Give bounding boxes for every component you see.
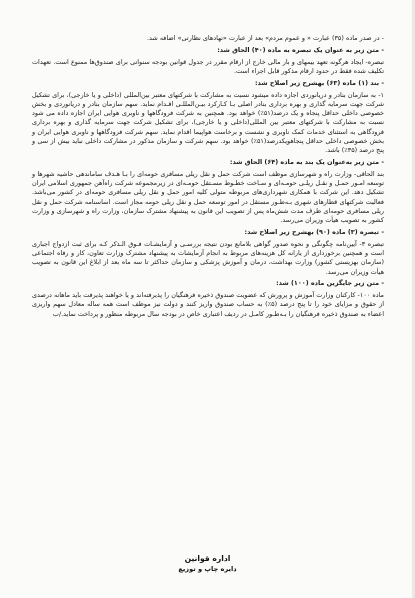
document-footer <box>0 553 415 574</box>
section-heading: - تبصره (۳) ماده (۹۰) بهشرح زیر اصلاح شد: <box>244 227 384 236</box>
section-heading: - متن زیر جایگزین ماده (۱۰۰) شد: <box>276 279 384 288</box>
paragraph: - در صدر ماده (۳۵) عبارت « و عموم مردم» بعد از عبارت «نهادهای نظارتی» اضافه شد. <box>146 34 384 42</box>
paragraph: بند الحاقی- وزارت راه و شهرسازی موظف است شرکت حمل و نقل ریلی مسافری حومه‌ای را بـا هـدف ساماندهی حاشیه شهرها و توسعه امـور حمـل و نقـل ریلـی حومـه‌ای و سـاخت خطـوط مسـتقل حومـه‌ای در زیرمجموعه شرکت راه‌آهن جمهوری اسلامی ایران تشکیل دهد. این شرکت با همکاری شهرداری‌های مربوطه متولی کلیه امور حمل و نقل ریلی مسافری حومه‌ای در کشور می‌باشد. فعالیت شرکتهای قطارهای شهری بـه‌طـور مستقل در امور توسعه حمل و نقل ریلی حومه مجاز است. اساسنامه شرکت حمل و نقل ریلی مسافری حومه‌ای ظرف مدت شش‌ماه پس از تصویب این قانون به پیشنهاد مشترک سازمان، وزارت راه و شهرسازی و وزارت کشور به تصویب هیأت وزیران می‌رسد. <box>32 169 384 225</box>
section-heading: - متن زیر به‌عنوان یک بند به ماده (۶۴) الحاق شد: <box>229 157 384 166</box>
document-body <box>32 34 384 322</box>
section-heading: - بند (۱) ماده (۶۳) بهشرح زیر اصلاح شد: <box>254 78 384 87</box>
paragraph: تبصره- ایجاد هرگونه تعهد بیمهای و بار مالی خارج از ارقام مقرر در جدول قوانین بودجه سنواتی برای صندوق‌ها ممنوع است. تعهدات تکلیف شده فقط در حدود ارقام مذکور قابل اجراء است. <box>32 57 384 75</box>
paragraph: ۱- به سازمان بنادر و دریانوردی اجازه داده میشود نسبت به مشارکت با شرکتهای معتبر بین‌المللی (داخلی و یا خارجی)، برای تشکیل شرکت جهت سرمایه گذاری و بهره برداری بنادر اصلی بـا کـارکرد بیـن‌المللـی اقـدام نماید. سهم سازمان بنادر و دریانوردی و بخش خصوصی داخلی حداقل پنجاه و یک درصد(۵۱٪) خواهد بود. همچنین به شرکت فرودگاهها و ناوبری هوایی ایران اجازه داده می شود نسبت به مشارکت با شرکتهای معتبر بین المللی(داخلی و یا خارجی)، برای تشکیل شرکت جهت سرمایه گذاری و بهره برداری فرودگاهی به استثنای خدمات کمک ناوبری و نشست و برخاست هواپیما اقدام نماید. سهم شرکت فرودگاهها و ناوبری هوایی ایران و بخش خصوصی داخلی حداقل پنجاهویکدرصد(۵۱٪) خواهد بود. سهم شرکت و سازمان مذکور در مشارکت داخلی نباید بیش از سی و پنج درصد (۳۵٪) باشد. <box>32 90 384 155</box>
footer-office-name: اداره قوانین <box>184 554 231 563</box>
footer-department-name: دایره چاپ و توزیع <box>178 565 237 573</box>
section-heading: - متن زیر به عنوان یک تبصره به ماده (۴۰) الحاق شد: <box>217 45 384 54</box>
paragraph: ماده ۱۰۰- کارکنان وزارت آموزش و پرورش که عضویت صندوق ذخیره فرهنگیان را پذیرفته‌اند و یا خواهند پذیرفت باید ماهانه درصدی از حقوق و مزایای خود را تا پنج درصد (۵٪) به حساب صندوق واریز کنند و دولت نیز موظف است همه ساله معادل سهم واریزی اعضاء به صندوق ذخیره فرهنگیان را بـه‌طـور کامـل در ردیف اعتباری خاص در بودجه سال مربوطه منظور و پرداخت نماید./ب <box>32 291 384 318</box>
paragraph: تبصره ۳- آیین‌نامه چگونگی و نحوه صدور گواهی بلامانع بودن نتیجه بررسـی و آزمایشـات فـوق الـذکر کـه برای ثبت ازدواج اجباری است و همچنین برخورداری از یارانه کل هزینه‌های مربوط به انجام آزمایشات به پیشنهاد مشترک وزارت تعاون، کار و رفاه اجتماعی (سازمان بهزیستی کشور) وزارت بهداشت، درمان و آموزش پزشکی و سازمان حداکثر تا سه ماه بعد از ابلاغ این قانون به تصویب هیأت وزیران می‌رسد. <box>32 239 385 276</box>
